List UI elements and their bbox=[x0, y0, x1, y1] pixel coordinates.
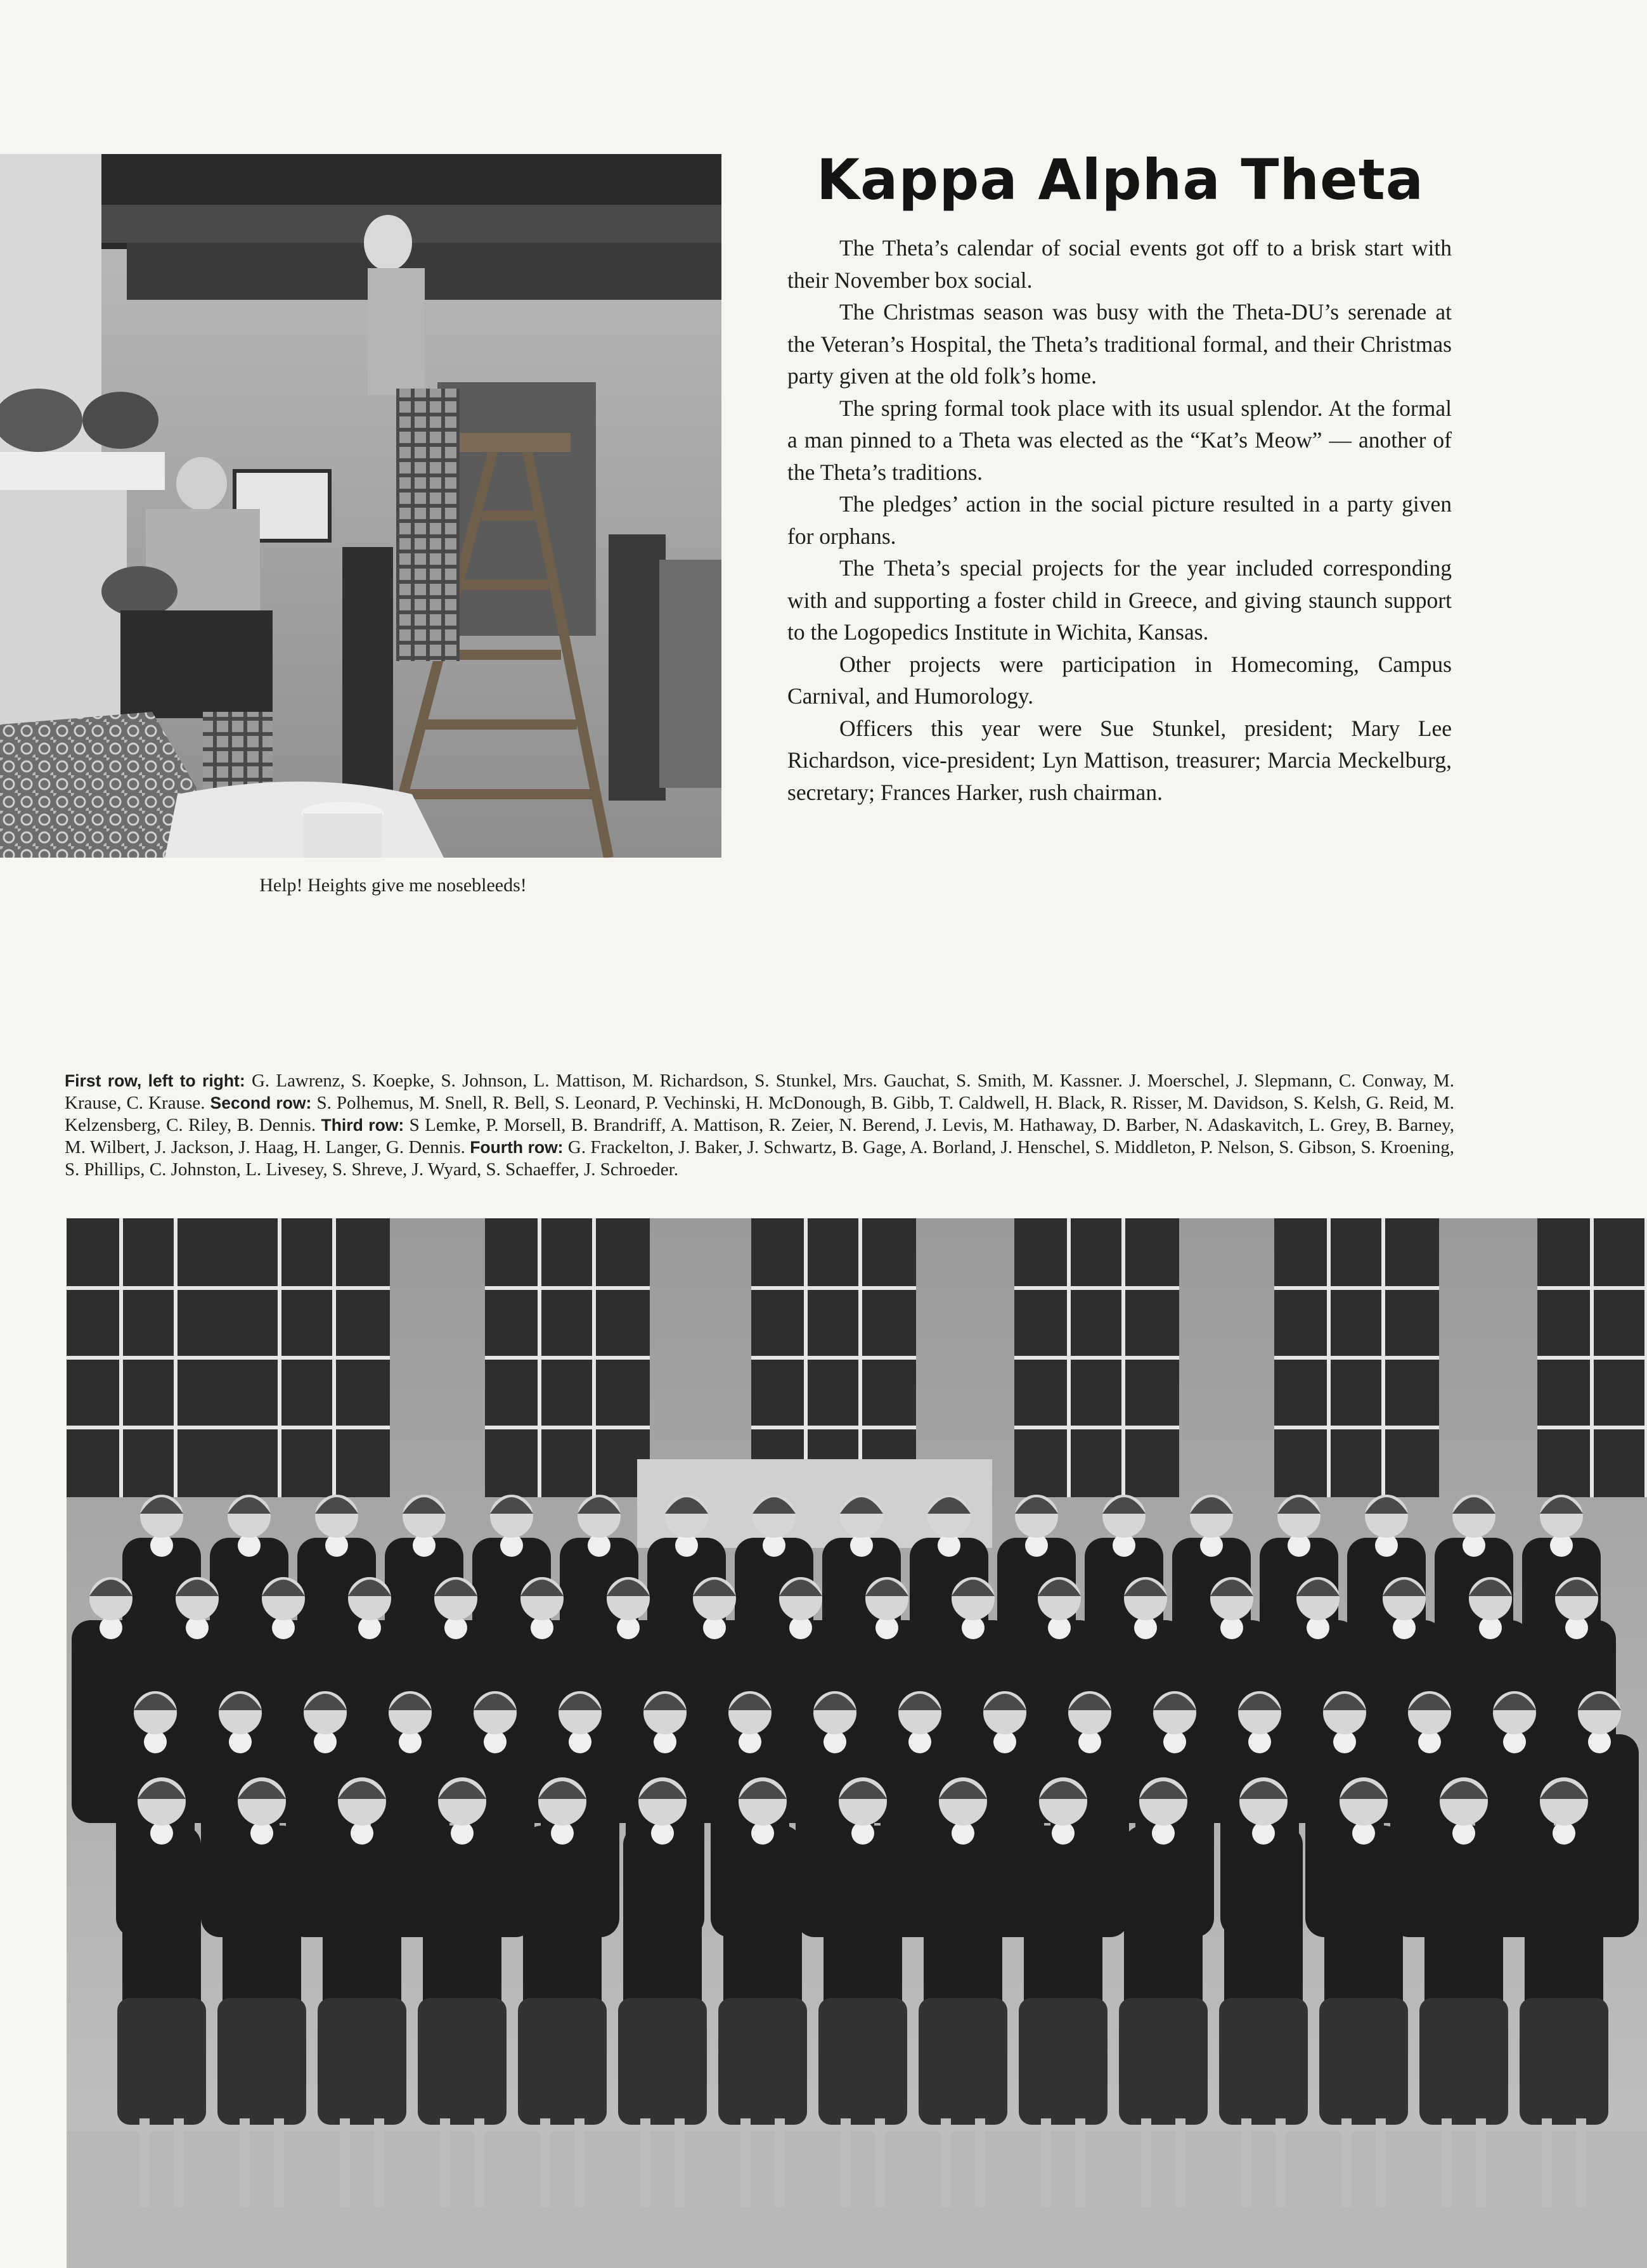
second-row-label: Second row: bbox=[210, 1093, 312, 1112]
group-photo bbox=[67, 1218, 1647, 2268]
page-title: Kappa Alpha Theta bbox=[816, 147, 1424, 212]
decorating-photo bbox=[0, 154, 721, 858]
article-paragraph: The pledges’ action in the social picture resulted in a party given for orphans. bbox=[787, 491, 1452, 549]
fourth-row-names: G. Frackelton, J. Baker, J. Schwartz, B. Gage, A. Borland, J. Henschel, S. Middleton, P. Nelson, S. Gibson, S. Kroening, S. Phillips, C. Johnston, L. Livesey, S. Shreve, J. Wyard, S. Schaeffer, J. Schroeder. bbox=[65, 1137, 1455, 1180]
first-row-names: G. Lawrenz, S. Koepke, S. Johnson, L. Mattison, M. Richardson, S. Stunkel, Mrs. Gauchat, S. Smith, M. Kassner. J. Moerschel, J. Slepmann, C. Conway, M. Krause, C. Krause. bbox=[65, 1071, 1454, 1113]
article-paragraph: Other projects were participation in Homecoming, Campus Carnival, and Humorology. bbox=[787, 651, 1452, 709]
third-row-names: S Lemke, P. Morsell, B. Brandriff, A. Mattison, R. Zeier, N. Berend, J. Levis, M. Hathaway, D. Barber, N. Adaskavitch, L. Grey, B. Barney, M. Wilbert, J. Jackson, J. Haag, H. Langer, G. Dennis. bbox=[65, 1115, 1455, 1157]
first-row-label: First row, left to right: bbox=[65, 1071, 245, 1090]
group-photo-graphic bbox=[67, 1218, 1647, 2268]
article-paragraph: Officers this year were Sue Stunkel, president; Mary Lee Richardson, vice-president; Lyn Mattison, treasurer; Marcia Meckelburg, secretary; Frances Harker, rush chairman. bbox=[787, 715, 1452, 805]
article-paragraph: The Christmas season was busy with the Theta-DU’s serenade at the Veteran’s Hospital, the Theta’s traditional formal, and their Christmas party given at the old folk’s home. bbox=[787, 299, 1452, 389]
group-photo-names bbox=[65, 1070, 1454, 1181]
fourth-row-label: Fourth row: bbox=[470, 1138, 564, 1157]
decorating-photo-graphic bbox=[0, 154, 721, 858]
article-body bbox=[787, 232, 1452, 808]
second-row-names: S. Polhemus, M. Snell, R. Bell, S. Leonard, P. Vechinski, H. McDonough, B. Gibb, T. Caldwell, H. Black, R. Risser, M. Davidson, S. Kelsh, G. Reid, M. Kelzensberg, C. Riley, B. Dennis. bbox=[65, 1093, 1454, 1135]
article-paragraph: The spring formal took place with its usual splendor. At the formal a man pinned to a Theta was elected as the “Kat’s Meow” — another of the Theta’s traditions. bbox=[787, 395, 1452, 485]
photo-caption: Help! Heights give me nosebleeds! bbox=[259, 875, 527, 896]
article-paragraph: The Theta’s special projects for the year included corresponding with and supporting a foster child in Greece, and giving staunch support to the Logopedics Institute in Wichita, Kansas. bbox=[787, 555, 1452, 645]
article-paragraph: The Theta’s calendar of social events got off to a brisk start with their November box social. bbox=[787, 235, 1452, 293]
third-row-label: Third row: bbox=[321, 1116, 404, 1135]
